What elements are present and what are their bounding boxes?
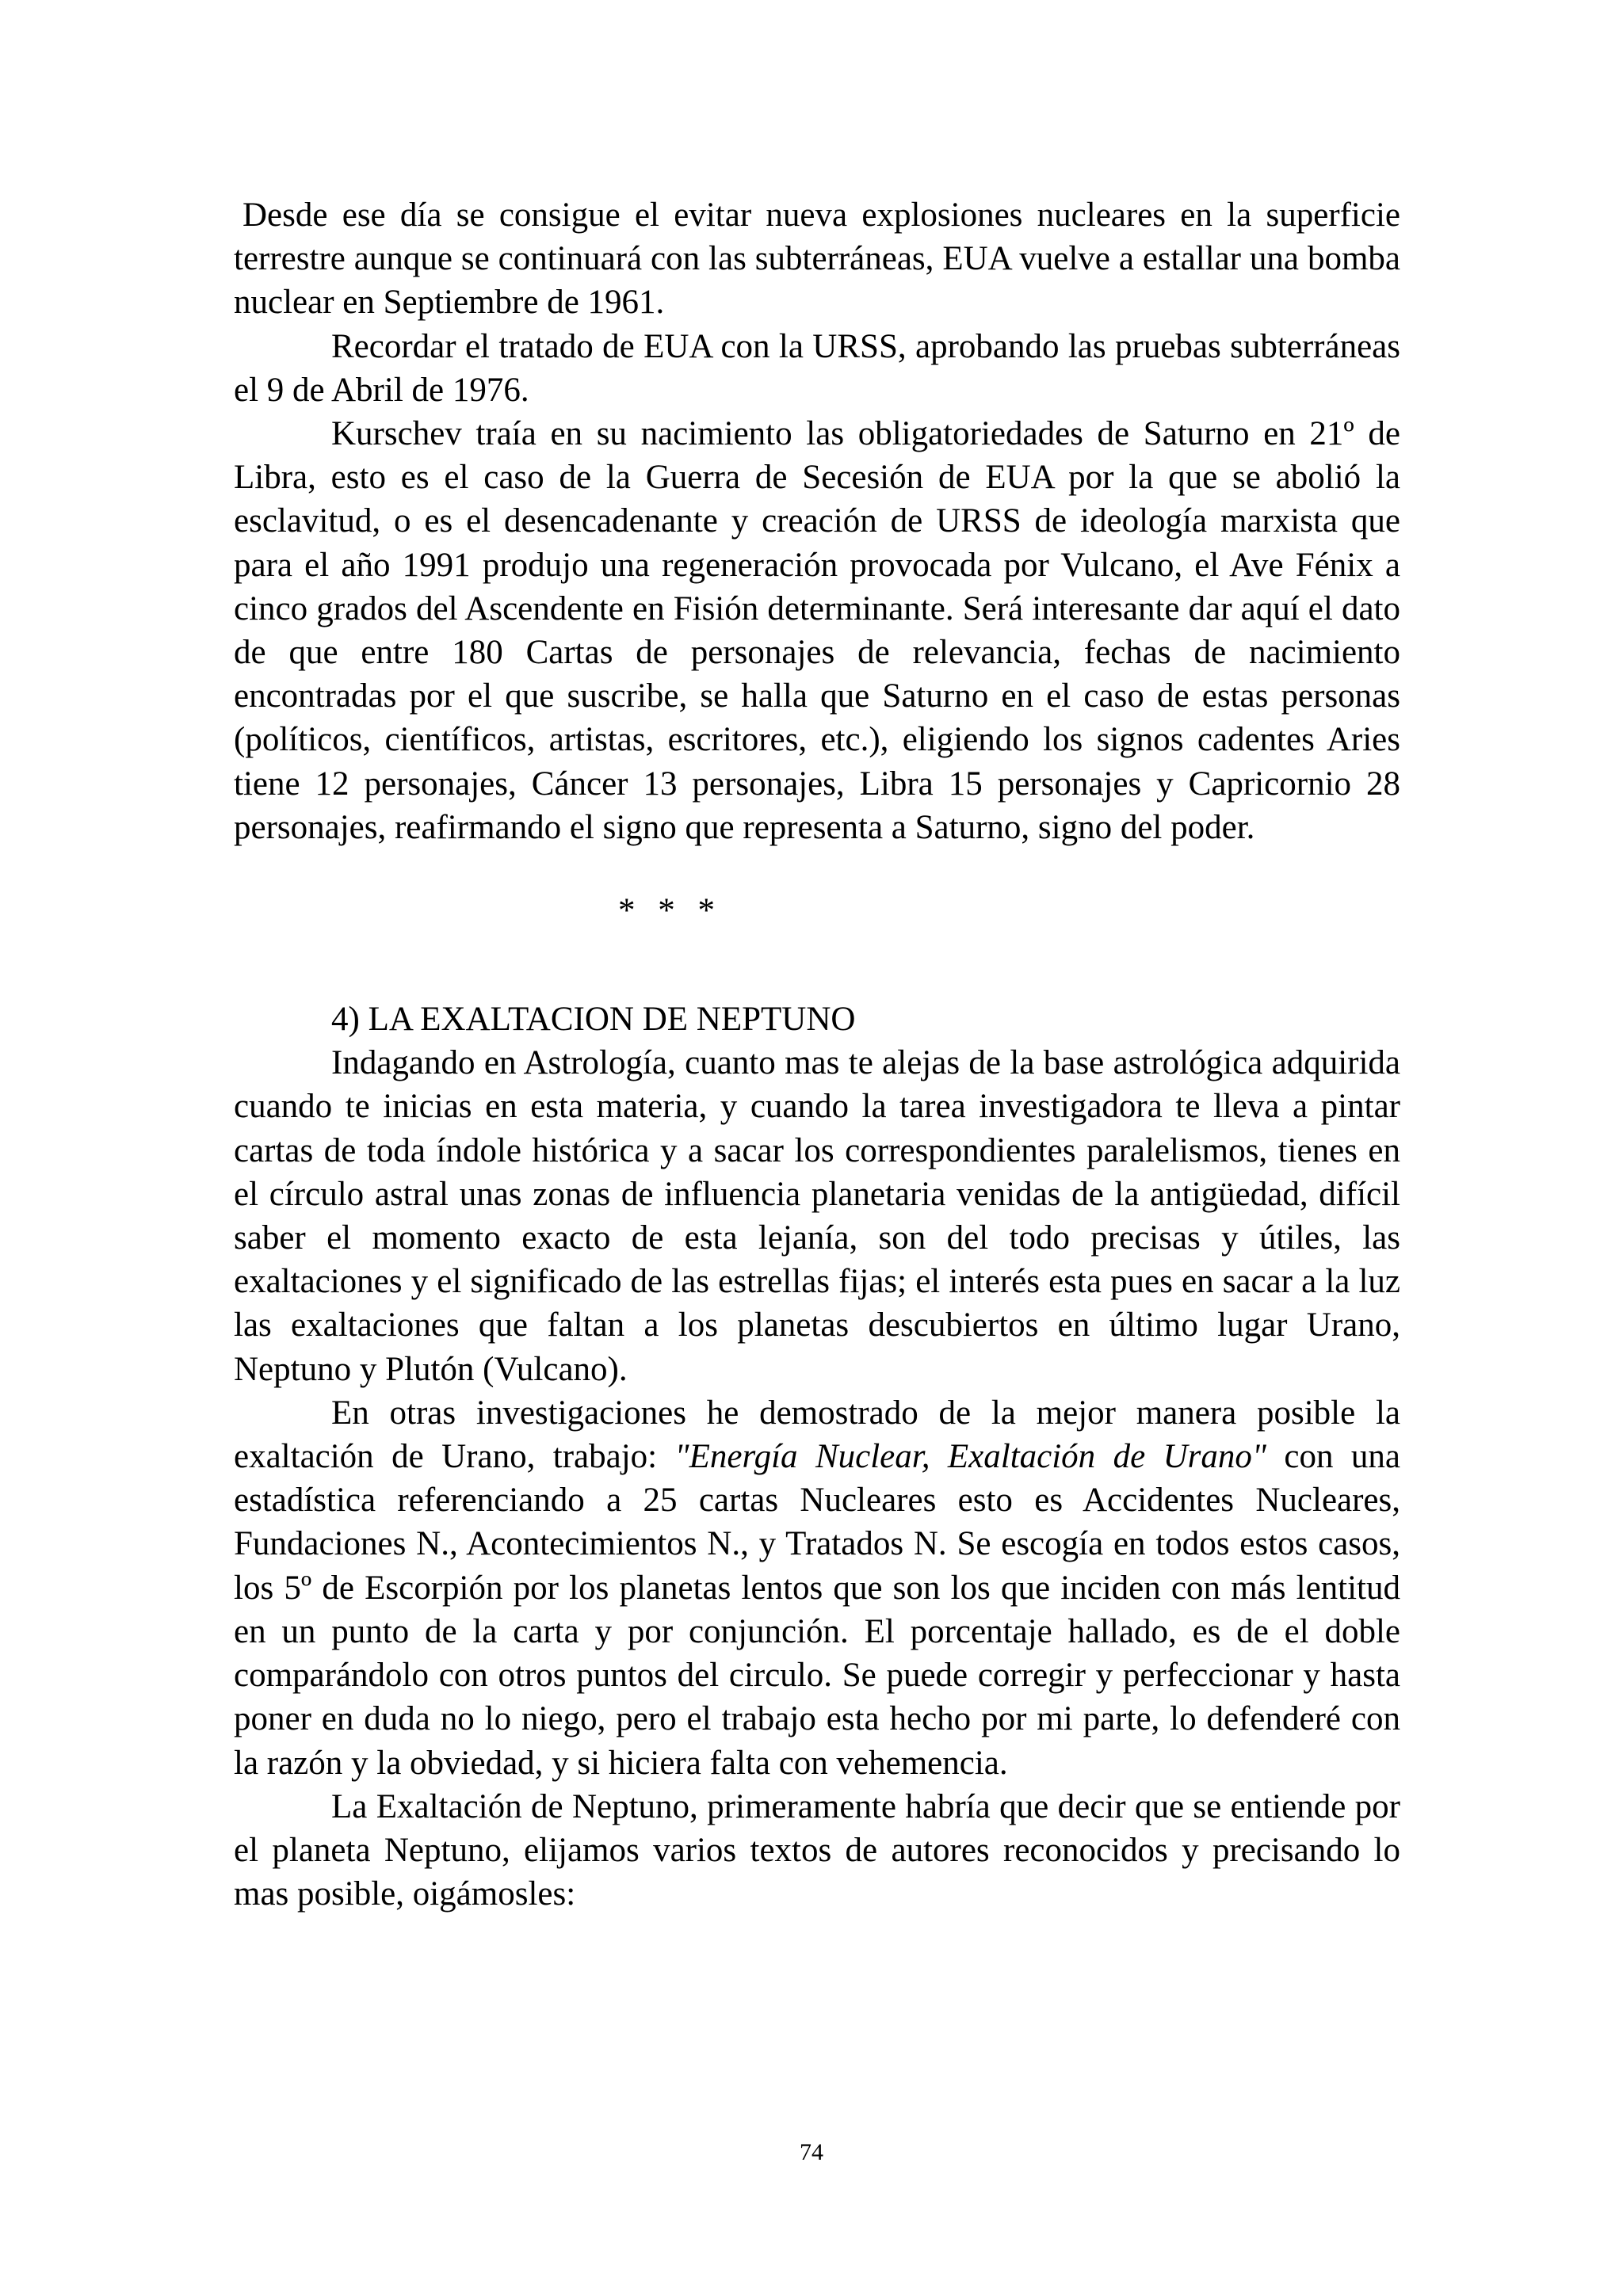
paragraph-neptune-exaltation: La Exaltación de Neptuno, primeramente habría que decir que se entiende por el planeta Neptuno, elijamos varios textos de autores reconocidos y precisando lo mas posible, oigámosles: [234,1787,1400,1913]
paragraph-treaty: Recordar el tratado de EUA con la URSS, aprobando las pruebas subterráneas el 9 de Abril de 1976. [234,327,1400,409]
paragraph-text-before-title: En otras investigaciones he demostrado de la mejor manera posible la exaltación de Urano, trabajo: [234,1394,1400,1476]
paragraph-uranus-exaltation [234,1391,1400,1785]
section-heading: 4) LA EXALTACION DE NEPTUNO [331,1001,856,1039]
section-separator: * * * [618,892,715,930]
paragraph-text-after-title: con una estadística referenciando a 25 cartas Nucleares esto es Accidentes Nucleares, Fundaciones N., Acontecimientos N., y Tratados N. Se escogía en todos estos casos, los 5º de Escorpión por los planetas lentos que son los que inciden con más lentitud en un punto de la carta y por conjunción. El porcentaje hallado, es de el doble comparándolo con otros puntos del circulo. Se puede corregir y perfeccionar y hasta poner en duda no lo niego, pero el trabajo esta hecho por mi parte, lo defenderé con la razón y la obviedad, y si hiciera falta con vehemencia. [234,1438,1400,1782]
page-number: 74 [800,2139,823,2165]
paragraph-kurschev: Kurschev traía en su nacimiento las obligatoriedades de Saturno en 21º de Libra, esto es el caso de la Guerra de Secesión de EUA por la que se abolió la esclavitud, o es el desencadenante y creación de URSS de ideología marxista que para el año 1991 produjo una regeneración provocada por Vulcano, el Ave Fénix a cinco grados del Ascendente en Fisión determinante. Será interesante dar aquí el dato de que entre 180 Cartas de personajes de relevancia, fechas de nacimiento encontradas por el que suscribe, se halla que Saturno en el caso de estas personas (políticos, científicos, artistas, escritores, etc.), eligiendo los signos cadentes Aries tiene 12 personajes, Cáncer 13 personajes, Libra 15 personajes y Capricornio 28 personajes, reafirmando el signo que representa a Saturno, signo del poder. [234,415,1400,846]
page-content [234,193,1400,1916]
work-title: "Energía Nuclear, Exaltación de Urano" [674,1438,1266,1476]
paragraph-nuclear-tests: Desde ese día se consigue el evitar nueva explosiones nucleares en la superficie terrestre aunque se continuará con las subterráneas, EUA vuelve a estallar una bomba nuclear en Septiembre de 1961. [234,196,1400,322]
paragraph-astrology: Indagando en Astrología, cuanto mas te alejas de la base astrológica adquirida cuando te inicias en esta materia, y cuando la tarea investigadora te lleva a pintar cartas de toda índole histórica y a sacar los correspondientes paralelismos, tienes en el círculo astral unas zonas de influencia planetaria venidas de la antigüedad, difícil saber el momento exacto de esta lejanía, son del todo precisas y útiles, las exaltaciones y el significado de las estrellas fijas; el interés esta pues en sacar a la luz las exaltaciones que faltan a los planetas descubiertos en último lugar Urano, Neptuno y Plutón (Vulcano). [234,1044,1400,1388]
